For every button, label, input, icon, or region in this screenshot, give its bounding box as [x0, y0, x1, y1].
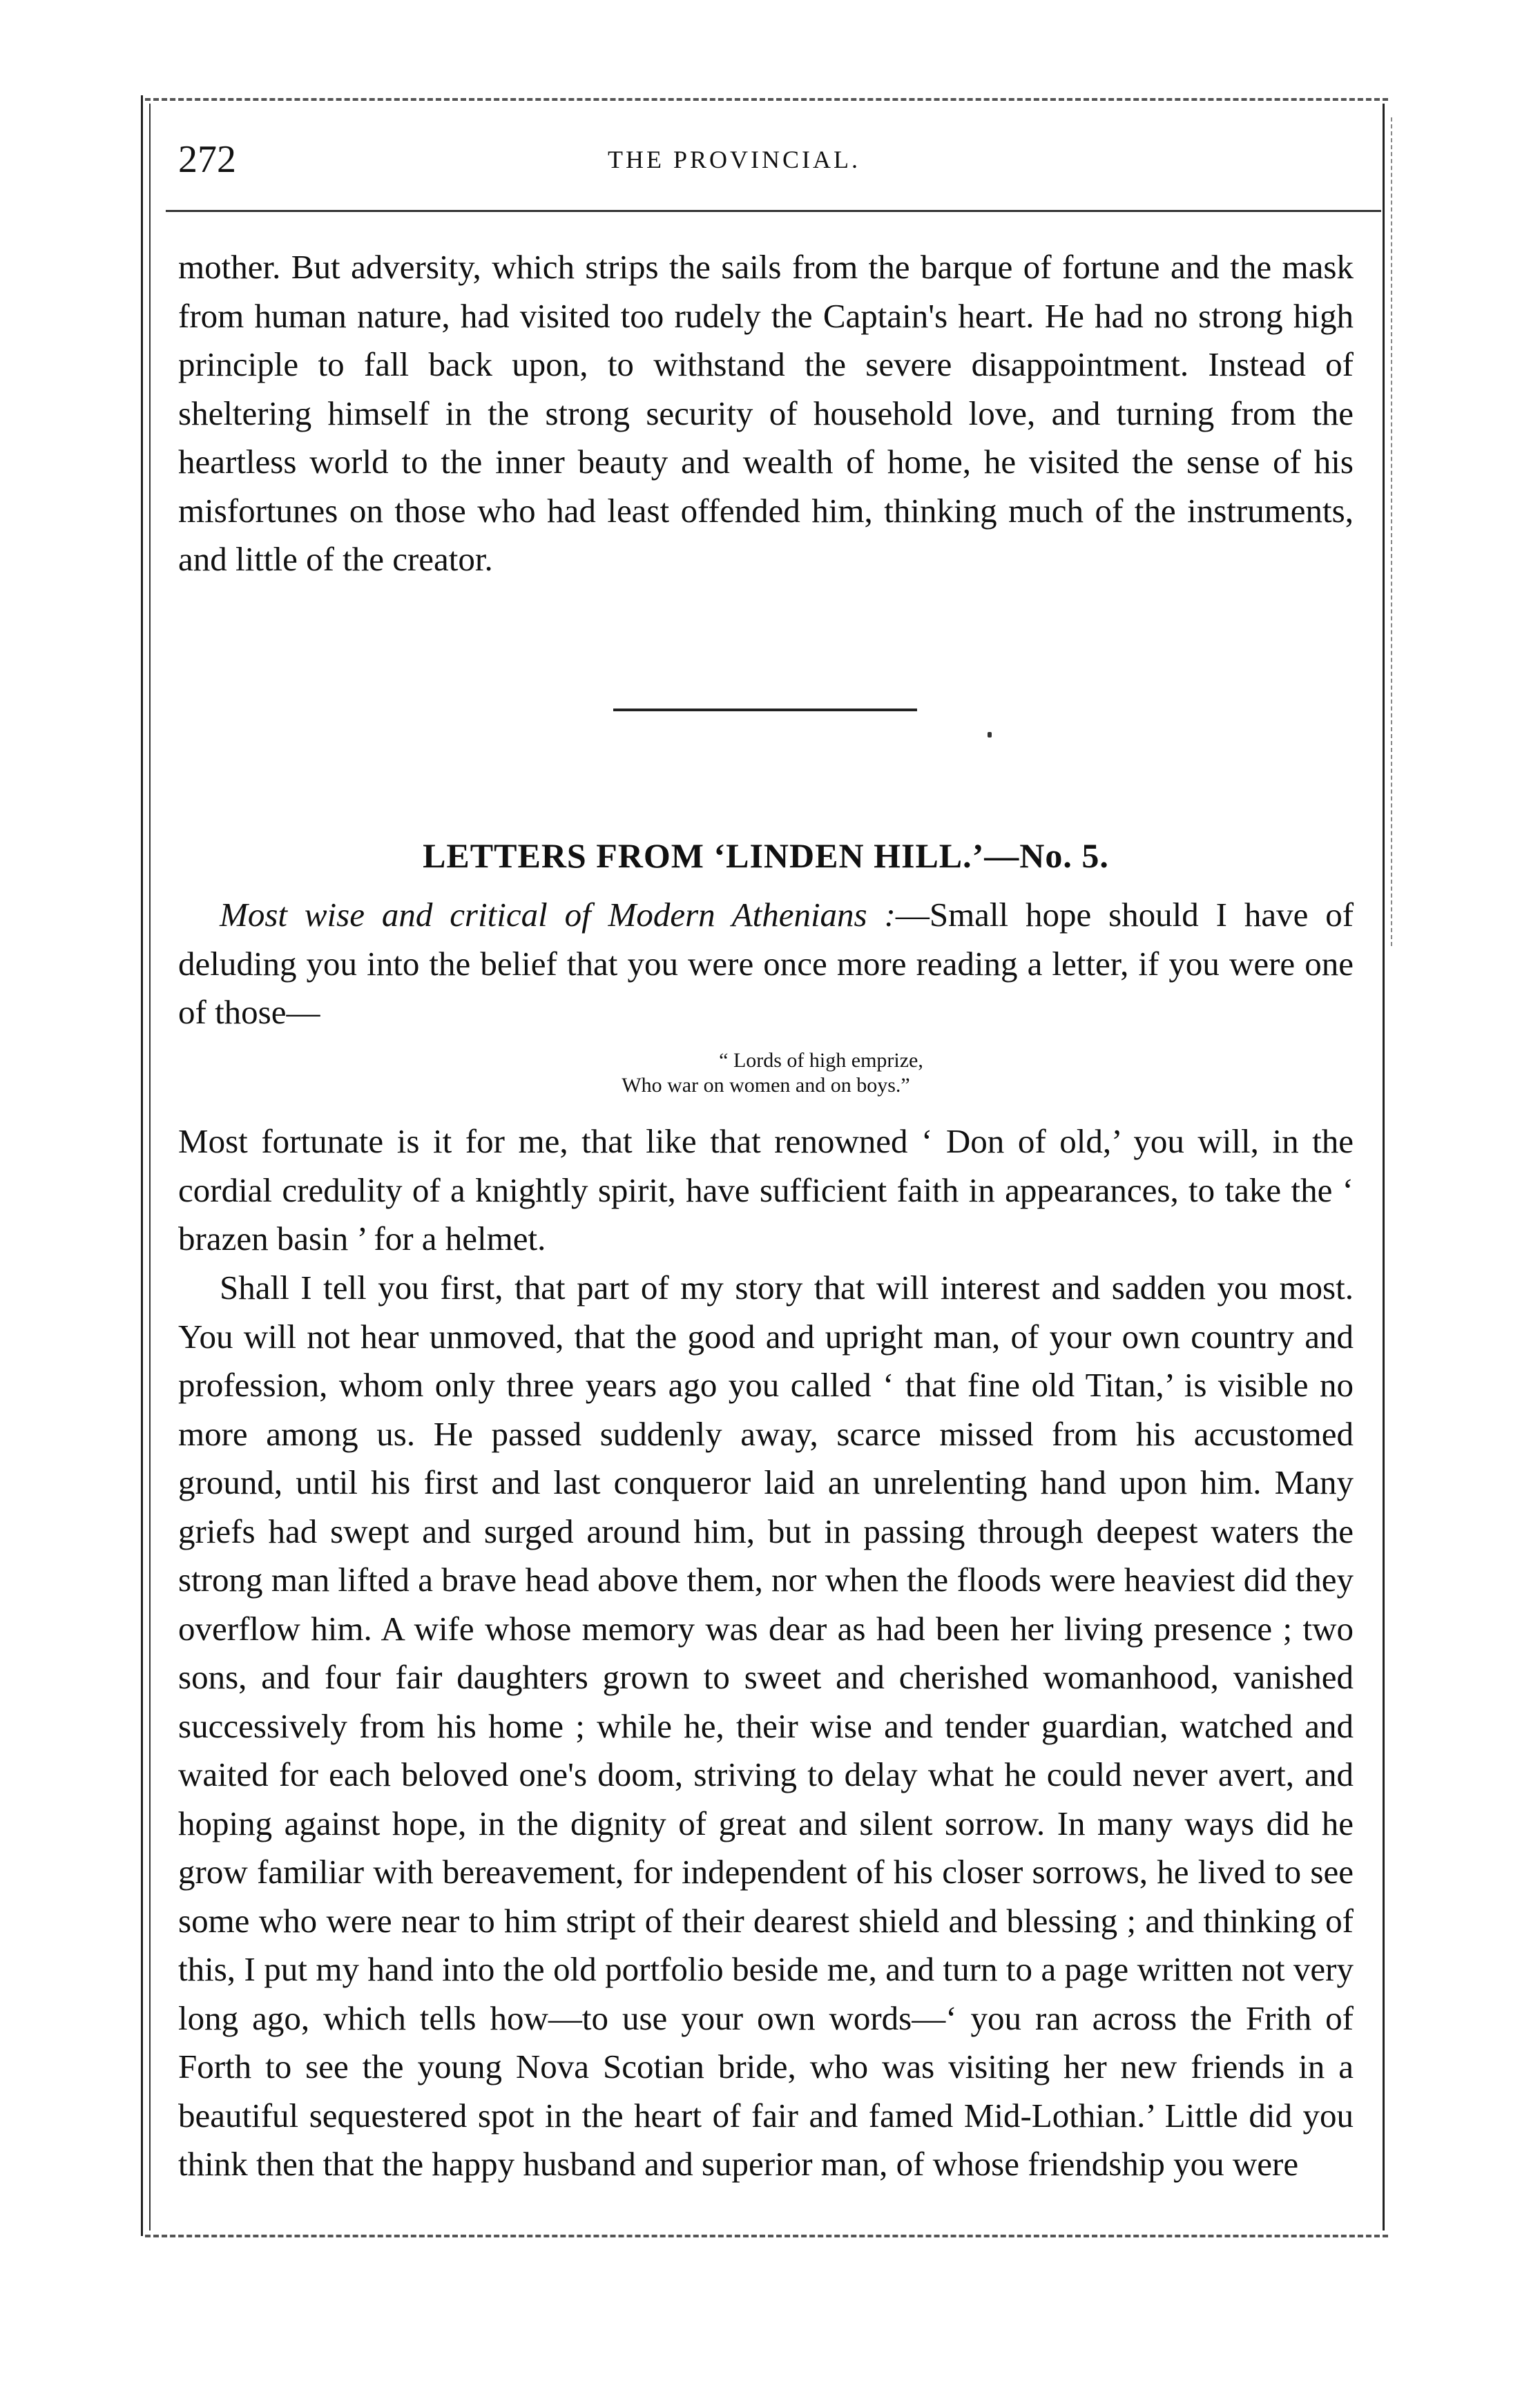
intro-text: —Small hope should I have of deluding you into the belief that you were once more reading a letter, if you were one of those— — [178, 896, 1354, 1031]
top-border — [145, 98, 1388, 101]
verse-quotation — [178, 1048, 1354, 1098]
right-border — [1383, 104, 1385, 2231]
salutation: Most wise and critical of Modern Athenians : — [220, 896, 896, 934]
left-border-inner — [149, 104, 151, 2231]
article-title: LETTERS FROM ‘LINDEN HILL.’—No. 5. — [423, 836, 1109, 875]
bottom-border — [145, 2235, 1388, 2237]
header-rule — [166, 210, 1381, 212]
verse-line-1: “ Lords of high emprize, — [719, 1049, 923, 1072]
paragraph-shall-i-tell: Shall I tell you first, that part of my story that will interest and sadden you most. You will not hear unmoved, that the good and upright man, of your own country and profession, whom only three years ago you called ‘ that fine old Titan,’ is visible no more among us. He passed suddenly away, scarce missed from his accustomed ground, until his first and last conqueror laid an unrelenting hand upon him. Many griefs had swept and surged around him, but in passing through deepest waters the strong man lifted a brave head above them, nor when the floods were heaviest did they overflow him. A wife whose memory was dear as had been her living presence ; two sons, and four fair daughters grown to sweet and cherished womanhood, vanished successively from his home ; while he, their wise and tender guardian, watched and waited for each beloved one's doom, striving to delay what he could never avert, and hoping against hope, in the dignity of great and silent sorrow. In many ways did he grow familiar with bereavement, for independent of his closer sorrows, he lived to see some who were near to him stript of their dearest shield and blessing ; and thinking of this, I put my hand into the old portfolio beside me, and turn to a page written not very long ago, which tells how—to use your own words—‘ you ran across the Frith of Forth to see the young Nova Scotian bride, who was visiting her new friends in a beautiful sequestered spot in the heart of fair and famed Mid-Lothian.’ Little did you think then that the happy husband and superior man, of whose friendship you were — [178, 1269, 1354, 2183]
section-divider — [613, 709, 917, 711]
right-border-broken — [1391, 117, 1394, 946]
page-number: 272 — [178, 138, 236, 181]
left-border-outer — [141, 95, 143, 2236]
running-title: THE PROVINCIAL. — [608, 146, 860, 173]
intro-paragraph — [178, 891, 1354, 1043]
verse-line-2: Who war on women and on boys.” — [622, 1074, 910, 1097]
paragraph-fortunate: Most fortunate is it for me, that like that renowned ‘ Don of old,’ you will, in the cordial credulity of a knightly spirit, have sufficient faith in appearances, to take the ‘ brazen basin ’ for a helmet. — [178, 1122, 1354, 1258]
continuation-paragraph: mother. But adversity, which strips the sails from the barque of fortune and the mask from human nature, had visited too rudely the Captain's heart. He had no strong high principle to fall back upon, to withstand the severe disappointment. Instead of sheltering himself in the strong security of household love, and turning from the heartless world to the inner beauty and wealth of home, he visited the sense of his misfortunes on those who had least offended him, thinking much of the instruments, and little of the creator. — [178, 248, 1354, 578]
ink-speck — [988, 732, 992, 738]
